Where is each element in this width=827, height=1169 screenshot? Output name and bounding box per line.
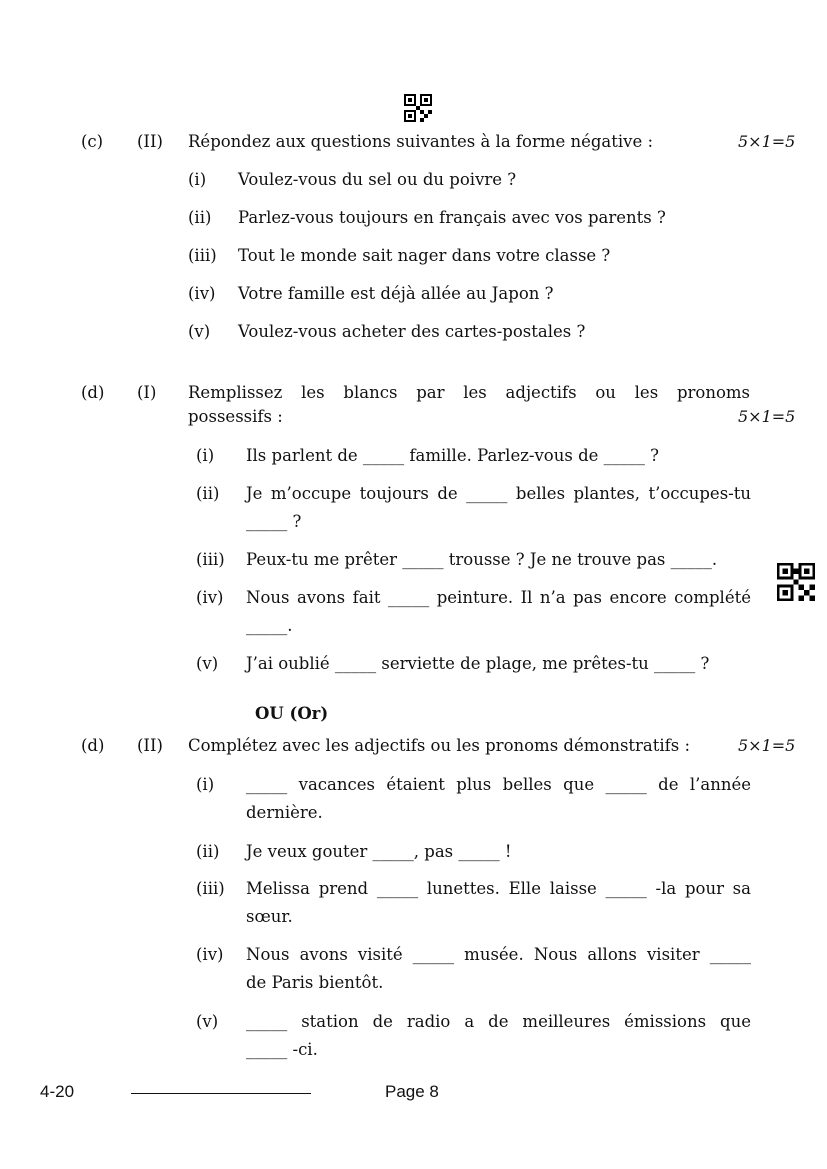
- item-text: Votre famille est déjà allée au Japon ?: [238, 284, 554, 303]
- item-text: Voulez-vous acheter des cartes-postales ?: [238, 322, 586, 341]
- page-number: Page 8: [385, 1082, 439, 1101]
- paper-code: 4-20: [40, 1082, 75, 1101]
- item-text: Nous avons fait _____ peinture. Il n’a pas encore complété: [246, 588, 751, 607]
- item-number: (i): [188, 170, 207, 189]
- question-label: (d): [81, 383, 105, 402]
- item-number: (ii): [188, 208, 212, 227]
- question-instruction: Répondez aux questions suivantes à la forme négative :: [188, 132, 654, 151]
- item-number: (iv): [196, 945, 224, 964]
- item-text-cont: dernière.: [246, 803, 323, 822]
- question-part: (I): [137, 383, 157, 402]
- item-number: (i): [196, 775, 215, 794]
- question-instruction: Complétez avec les adjectifs ou les pronoms démonstratifs :: [188, 736, 691, 755]
- question-label: (c): [81, 132, 104, 151]
- question-part: (II): [137, 132, 163, 151]
- item-number: (iii): [196, 879, 225, 898]
- item-text: Parlez-vous toujours en français avec vos parents ?: [238, 208, 666, 227]
- marks: 5×1=5: [738, 407, 796, 426]
- item-text-cont: _____ ?: [246, 512, 302, 531]
- qr-code-icon: [404, 94, 432, 122]
- item-number: (iii): [188, 246, 217, 265]
- item-text: _____ station de radio a de meilleures émissions que: [246, 1012, 751, 1031]
- item-text: Peux-tu me prêter _____ trousse ? Je ne trouve pas _____.: [246, 550, 718, 569]
- question-instruction: Remplissez les blancs par les adjectifs ou les pronoms: [188, 383, 750, 402]
- question-instruction-cont: possessifs :: [188, 407, 283, 426]
- item-text-cont: de Paris bientôt.: [246, 973, 384, 992]
- marks: 5×1=5: [738, 736, 796, 755]
- item-number: (iv): [196, 588, 224, 607]
- item-number: (i): [196, 446, 215, 465]
- item-number: (v): [188, 322, 211, 341]
- item-number: (iii): [196, 550, 225, 569]
- item-text: Ils parlent de _____ famille. Parlez-vous de _____ ?: [246, 446, 659, 465]
- item-text: Voulez-vous du sel ou du poivre ?: [238, 170, 517, 189]
- item-number: (v): [196, 1012, 219, 1031]
- item-number: (ii): [196, 842, 220, 861]
- item-text-cont: _____.: [246, 616, 293, 635]
- item-text: Nous avons visité _____ musée. Nous allons visiter _____: [246, 945, 751, 964]
- item-number: (v): [196, 654, 219, 673]
- or-divider: OU (Or): [255, 704, 329, 723]
- item-text: _____ vacances étaient plus belles que _____ de l’année: [246, 775, 751, 794]
- item-text: Tout le monde sait nager dans votre classe ?: [238, 246, 611, 265]
- item-text-cont: _____ -ci.: [246, 1040, 318, 1059]
- item-text: Je veux gouter _____, pas _____ !: [246, 842, 512, 861]
- qr-code-icon: [777, 563, 815, 601]
- footer-rule: [131, 1093, 311, 1094]
- question-part: (II): [137, 736, 163, 755]
- question-label: (d): [81, 736, 105, 755]
- item-text-cont: sœur.: [246, 907, 293, 926]
- marks: 5×1=5: [738, 132, 796, 151]
- item-number: (iv): [188, 284, 216, 303]
- item-text: J’ai oublié _____ serviette de plage, me prêtes-tu _____ ?: [246, 654, 710, 673]
- item-text: Je m’occupe toujours de _____ belles plantes, t’occupes-tu: [246, 484, 751, 503]
- item-text: Melissa prend _____ lunettes. Elle laisse _____ -la pour sa: [246, 879, 751, 898]
- item-number: (ii): [196, 484, 220, 503]
